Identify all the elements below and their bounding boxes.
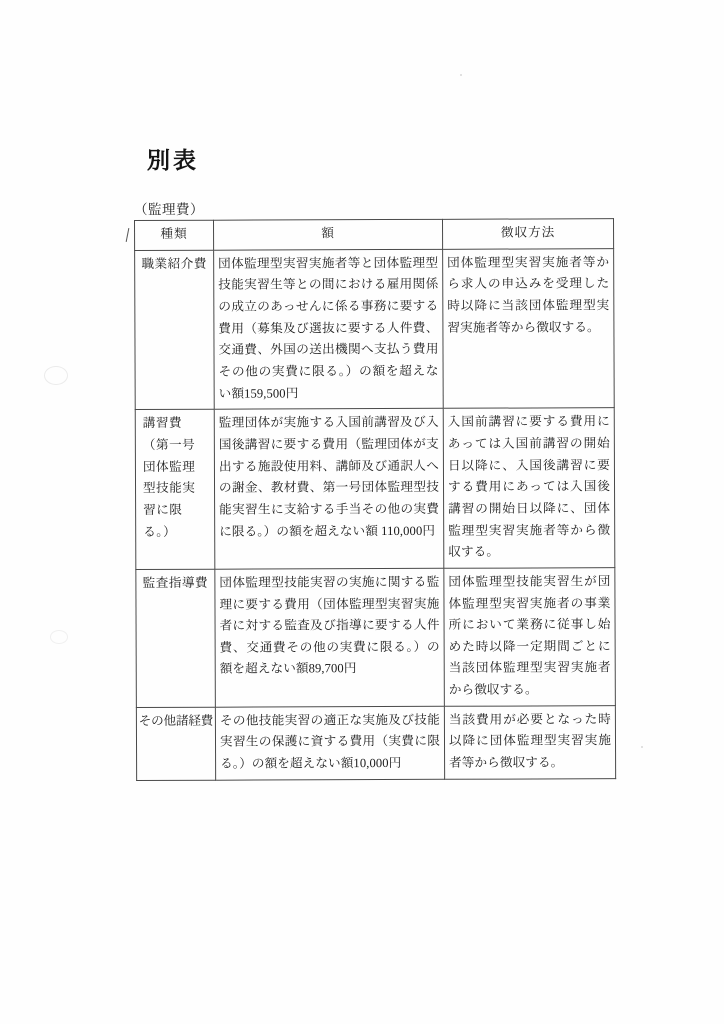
- table-row: [135, 408, 615, 569]
- kind-line: る。）: [143, 524, 177, 539]
- scan-stray-mark: [126, 228, 130, 242]
- kind-line: 団体監理: [142, 459, 196, 474]
- cell-method: 入国前講習に要する費用にあっては入国前講習の開始日以降に、入国後講習に要する費用にあっては入国後講習の開始日以降に、団体監理型実習実施者等から徴収する。: [443, 408, 615, 568]
- cell-method: 当該費用が必要となった時以降に団体監理型実習実施者等から徴収する。: [444, 705, 615, 779]
- cell-method: 団体監理型実習実施者等から求人の申込みを受理した時以降に当該団体監理型実習実施者等から徴収する。: [443, 248, 615, 408]
- cell-kind: 監査指導費: [136, 569, 216, 707]
- cell-method: 団体監理型技能実習生が団体監理型実習実施者の事業所において業務に従事し始めた時以降一定期間ごとに当該団体監理型実習実施者から徴収する。: [444, 568, 616, 707]
- page-title: 別表: [147, 148, 199, 174]
- column-header-method: 徴収方法: [442, 219, 613, 249]
- table-row: [136, 568, 616, 708]
- table-row: [136, 705, 615, 780]
- fee-table: [134, 218, 616, 781]
- column-header-amount: 額: [214, 219, 443, 250]
- cell-kind: [135, 409, 215, 569]
- cell-kind: その他諸経費: [136, 707, 215, 780]
- scan-smudge: [44, 366, 68, 385]
- kind-line: （第一号: [142, 437, 196, 452]
- cell-amount: 監理団体が実施する入国前講習及び入国後講習に要する費用（監理団体が支出する施設使用料、講師及び通訳人への謝金、教材費、第一号団体監理型技能実習生に支給する手当その他の実費に限る。）の額を超えない額 110,000円: [214, 409, 444, 569]
- section-label: （監理費）: [134, 202, 204, 217]
- kind-line: 講習費: [142, 416, 183, 431]
- scan-speck: [460, 74, 462, 76]
- table-row: [135, 248, 615, 409]
- scan-smudge: [50, 630, 68, 644]
- scan-speck: [641, 746, 643, 748]
- kind-line: 型技能実: [143, 480, 196, 496]
- column-header-kind: 種類: [135, 220, 214, 250]
- cell-amount: その他技能実習の適正な実施及び技能実習生の保護に資する費用（実費に限る。）の額を超えない額10,000円: [215, 706, 444, 780]
- table-header-row: [135, 219, 614, 250]
- cell-kind: 職業紹介費: [135, 250, 215, 410]
- cell-amount: 団体監理型実習実施者等と団体監理型技能実習生等との間における雇用関係の成立のあっせんに係る事務に要する費用（募集及び選抜に要する人件費、交通費、外国の送出機関へ支払う費用その他の実費に限る。）の額を超えない額159,500円: [214, 249, 444, 409]
- cell-amount: 団体監理型技能実習の実施に関する監理に要する費用（団体監理型実習実施者に対する監査及び指導に要する人件費、交通費その他の実費に限る。）の額を超えない額89,700円: [215, 568, 445, 707]
- fee-table-container: [134, 218, 615, 781]
- kind-line: 習に限: [143, 502, 183, 517]
